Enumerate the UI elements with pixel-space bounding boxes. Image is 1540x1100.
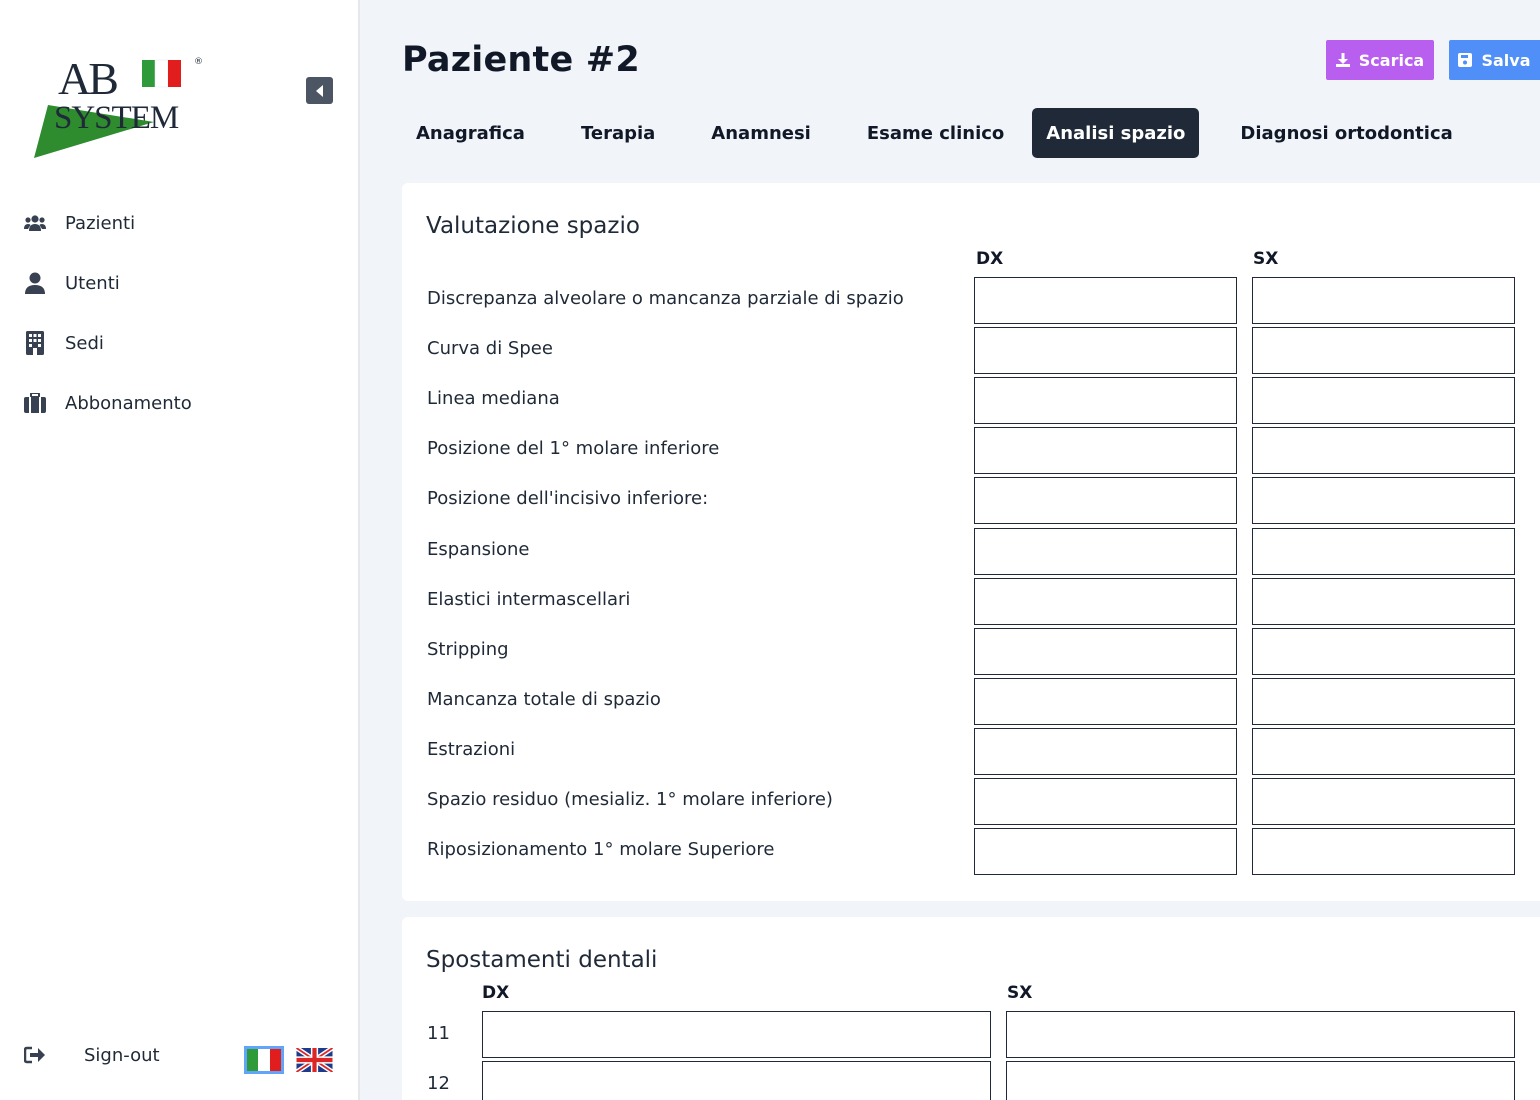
caret-left-icon: [314, 84, 326, 98]
form-row-label: Riposizionamento 1° molare Superiore: [427, 839, 775, 861]
dx-input[interactable]: [974, 427, 1237, 474]
tab-terapia[interactable]: Terapia: [580, 122, 656, 144]
sx-input[interactable]: [1252, 377, 1515, 424]
save-icon: [1458, 53, 1472, 67]
dx-input[interactable]: [974, 277, 1237, 324]
salva-label: Salva: [1481, 50, 1531, 70]
user-icon: [24, 272, 46, 294]
tab-anamnesi[interactable]: Anamnesi: [711, 122, 811, 144]
dx-input[interactable]: [974, 678, 1237, 725]
dx-input[interactable]: [974, 828, 1237, 875]
sidebar-item-sedi[interactable]: [0, 313, 358, 373]
sx-input[interactable]: [1252, 578, 1515, 625]
briefcase-icon: [24, 392, 46, 414]
sidebar-item-label: Sedi: [65, 332, 104, 354]
users-icon: [24, 212, 46, 234]
tab-esame-clinico[interactable]: Esame clinico: [866, 122, 1005, 144]
salva-button[interactable]: [1449, 40, 1540, 80]
tab-anagrafica[interactable]: Anagrafica: [416, 122, 525, 144]
form-row-label: Posizione dell'incisivo inferiore:: [427, 488, 709, 510]
column-header-dx: DX: [976, 249, 1004, 269]
sx-input[interactable]: [1252, 277, 1515, 324]
italian-flag-icon[interactable]: [244, 1046, 284, 1074]
sx-input[interactable]: [1252, 427, 1515, 474]
patient-tabs: [402, 108, 1467, 158]
dx-input[interactable]: [974, 628, 1237, 675]
collapse-sidebar-button[interactable]: [306, 77, 333, 104]
form-row-label: Elastici intermascellari: [427, 588, 631, 610]
sx-input[interactable]: [1252, 728, 1515, 775]
sidebar-item-label: Pazienti: [65, 212, 136, 234]
spostamenti-dentali-card: [402, 917, 1540, 1100]
download-icon: [1336, 53, 1350, 67]
spostamenti-dentali-title: Spostamenti dentali: [426, 947, 658, 973]
sx-input[interactable]: [1252, 628, 1515, 675]
sx-input[interactable]: [1252, 477, 1515, 524]
svg-text:®: ®: [194, 57, 203, 67]
valutazione-spazio-title: Valutazione spazio: [426, 213, 640, 239]
sx-input[interactable]: [1252, 327, 1515, 374]
dx-input[interactable]: [974, 477, 1237, 524]
sidebar-item-label: Utenti: [65, 272, 120, 294]
sx-input[interactable]: [1006, 1061, 1515, 1100]
dx-input[interactable]: [974, 327, 1237, 374]
dx-input[interactable]: [482, 1061, 991, 1100]
sidebar-item-pazienti[interactable]: [0, 193, 358, 253]
ab-system-logo: [34, 50, 214, 160]
column-header-dx: DX: [482, 983, 510, 1003]
sign-out-button[interactable]: [24, 1044, 160, 1066]
uk-flag-icon[interactable]: [296, 1048, 333, 1072]
column-header-sx: SX: [1007, 983, 1033, 1003]
form-row-label: Spazio residuo (mesializ. 1° molare inferiore): [427, 789, 833, 810]
page-title: Paziente #2: [402, 40, 640, 80]
sidebar-item-label: Abbonamento: [65, 392, 192, 414]
form-row-label: Linea mediana: [427, 388, 560, 410]
dx-input[interactable]: [974, 528, 1237, 575]
sx-input[interactable]: [1252, 678, 1515, 725]
sx-input[interactable]: [1252, 828, 1515, 875]
svg-text:AB: AB: [58, 53, 116, 104]
form-row-label: Discrepanza alveolare o mancanza parziale di spazio: [427, 288, 904, 309]
dx-input[interactable]: [974, 377, 1237, 424]
sx-input[interactable]: [1252, 528, 1515, 575]
tab-diagnosi-ortodontica[interactable]: Diagnosi ortodontica: [1240, 122, 1453, 144]
column-header-sx: SX: [1253, 249, 1279, 269]
form-row-label: Mancanza totale di spazio: [427, 688, 661, 710]
form-row-label: 12: [427, 1073, 450, 1094]
valutazione-spazio-card: [402, 183, 1540, 901]
sidebar-nav: [0, 193, 358, 433]
sign-out-icon: [24, 1044, 46, 1066]
sx-input[interactable]: [1006, 1011, 1515, 1058]
form-row-label: Espansione: [427, 538, 530, 560]
dx-input[interactable]: [974, 778, 1237, 825]
form-row-label: Stripping: [427, 638, 509, 660]
form-row-label: Estrazioni: [427, 738, 516, 760]
sidebar-item-utenti[interactable]: [0, 253, 358, 313]
scarica-label: Scarica: [1358, 50, 1425, 70]
svg-text:SYSTEM: SYSTEM: [54, 100, 179, 136]
form-row-label: 11: [427, 1023, 450, 1044]
sidebar-item-abbonamento[interactable]: [0, 373, 358, 433]
building-icon: [24, 332, 46, 354]
sign-out-label: Sign-out: [84, 1044, 160, 1066]
dx-input[interactable]: [482, 1011, 991, 1058]
dx-input[interactable]: [974, 728, 1237, 775]
scarica-button[interactable]: [1326, 40, 1434, 80]
tab-analisi-spazio[interactable]: Analisi spazio: [1032, 108, 1199, 158]
dx-input[interactable]: [974, 578, 1237, 625]
sidebar: [0, 0, 360, 1100]
form-row-label: Curva di Spee: [427, 338, 553, 360]
form-row-label: Posizione del 1° molare inferiore: [427, 438, 720, 460]
sx-input[interactable]: [1252, 778, 1515, 825]
